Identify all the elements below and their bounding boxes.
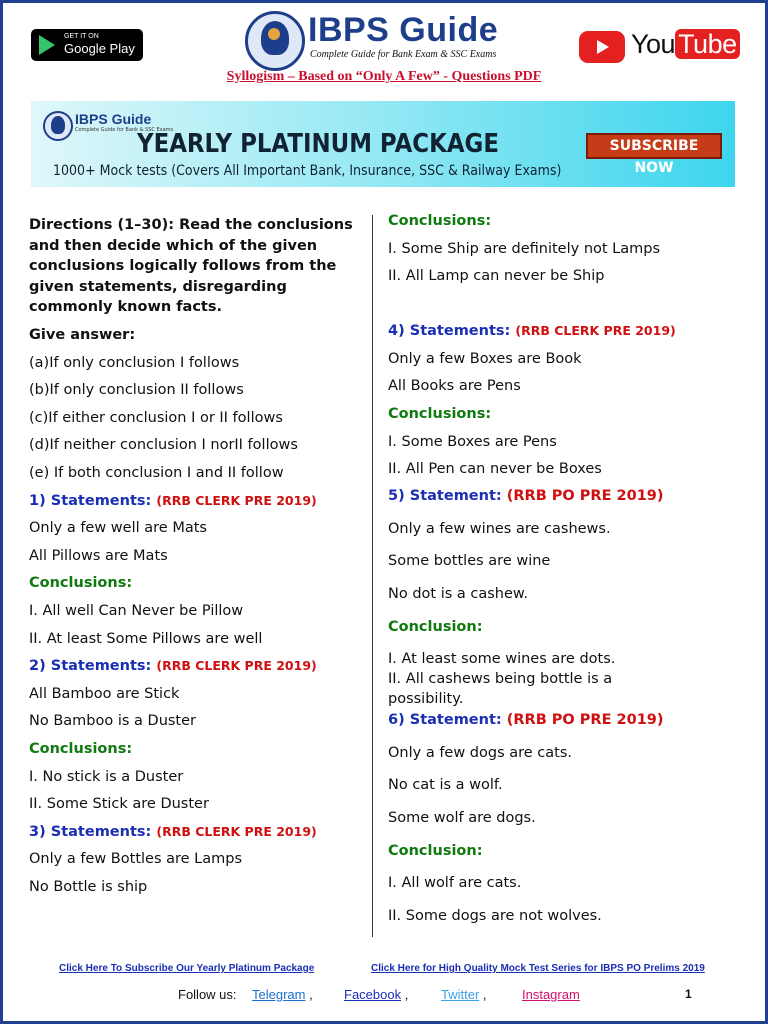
youtube-logo[interactable]	[631, 29, 740, 60]
conclusion-heading: Conclusion:	[388, 842, 483, 859]
question-4-heading: 4) Statements: (RRB CLERK PRE 2019)	[388, 323, 676, 340]
statement: All Pillows are Mats	[29, 547, 168, 564]
question-3-exam-tag: (RRB CLERK PRE 2019)	[156, 823, 317, 839]
statement: All Books are Pens	[388, 378, 521, 395]
conclusion: II. All Lamp can never be Ship	[388, 268, 605, 285]
banner-title: YEARLY PLATINUM PACKAGE	[137, 129, 499, 159]
mock-test-series-link[interactable]: Click Here for High Quality Mock Test Series for IBPS PO Prelims 2019	[371, 963, 705, 974]
conclusion-heading: Conclusion:	[388, 618, 483, 635]
subscribe-now-button[interactable]: SUBSCRIBE NOW	[586, 133, 722, 159]
answer-option: (d)If neither conclusion I norII follows	[29, 437, 298, 454]
question-1-exam-tag: (RRB CLERK PRE 2019)	[156, 492, 317, 508]
banner-subtitle: 1000+ Mock tests (Covers All Important Bank, Insurance, SSC & Railway Exams)	[53, 163, 562, 179]
conclusion-continued: possibility.	[388, 691, 464, 708]
youtube-you: You	[631, 29, 676, 59]
statement: No Bottle is ship	[29, 878, 148, 895]
statement: Only a few dogs are cats.	[388, 744, 573, 761]
conclusion: I. All wolf are cats.	[388, 875, 522, 892]
statement: No dot is a cashew.	[388, 585, 529, 602]
question-1-heading: 1) Statements: (RRB CLERK PRE 2019)	[29, 492, 317, 509]
conclusion: I. All well Can Never be Pillow	[29, 603, 244, 620]
statement: Only a few wines are cashews.	[388, 520, 611, 537]
right-column	[388, 211, 738, 926]
document-title[interactable]: Syllogism – Based on “Only A Few” - Questions PDF	[226, 69, 542, 84]
brand-name: IBPS Guide	[308, 11, 499, 49]
conclusion: I. At least some wines are dots.	[388, 651, 616, 668]
question-4-exam-tag: (RRB CLERK PRE 2019)	[515, 323, 676, 339]
google-play-text: Google Play	[64, 41, 135, 56]
telegram-link-wrap[interactable]: Telegram ,	[252, 987, 313, 1002]
google-play-icon	[39, 35, 55, 55]
telegram-link[interactable]: Telegram	[252, 987, 306, 1002]
question-5-exam-tag: (RRB PO PRE 2019)	[506, 488, 664, 505]
twitter-link[interactable]: Twitter	[441, 987, 480, 1002]
statement: Only a few well are Mats	[29, 520, 207, 537]
follow-us-label: Follow us:	[178, 987, 237, 1002]
instagram-link[interactable]: Instagram	[522, 987, 580, 1002]
give-answer-heading: Give answer:	[29, 327, 136, 344]
page-number: 1	[685, 987, 692, 1001]
google-play-badge[interactable]	[31, 29, 143, 61]
question-6-exam-tag: (RRB PO PRE 2019)	[506, 712, 664, 729]
question-2-heading: 2) Statements: (RRB CLERK PRE 2019)	[29, 658, 317, 675]
youtube-tube: Tube	[675, 29, 740, 59]
banner-tagline: Complete Guide for Bank & SSC Exams	[75, 127, 174, 133]
instagram-link-wrap[interactable]	[522, 987, 580, 1002]
subscribe-package-link[interactable]: Click Here To Subscribe Our Yearly Platinum Package	[59, 963, 315, 974]
question-3-heading: 3) Statements: (RRB CLERK PRE 2019)	[29, 823, 317, 840]
facebook-link-wrap[interactable]: Facebook ,	[344, 987, 409, 1002]
youtube-icon[interactable]	[579, 31, 625, 63]
answer-option: (e) If both conclusion I and II follow	[29, 465, 284, 482]
question-6-heading: 6) Statement: (RRB PO PRE 2019)	[388, 712, 664, 729]
answer-option: (a)If only conclusion I follows	[29, 354, 240, 371]
conclusion: II. Some Stick are Duster	[29, 796, 209, 813]
conclusions-heading: Conclusions:	[29, 741, 133, 757]
statement: No cat is a wolf.	[388, 777, 503, 794]
statement: Only a few Bottles are Lamps	[29, 851, 243, 868]
conclusion: II. At least Some Pillows are well	[29, 630, 263, 647]
page-header	[3, 3, 765, 95]
conclusion: II. All Pen can never be Boxes	[388, 461, 602, 478]
answer-option: (b)If only conclusion II follows	[29, 382, 244, 399]
statement: All Bamboo are Stick	[29, 685, 180, 702]
left-column	[29, 211, 359, 897]
question-5-heading: 5) Statement: (RRB PO PRE 2019)	[388, 488, 664, 505]
banner-brand: IBPS Guide	[75, 111, 152, 127]
conclusions-heading: Conclusions:	[388, 213, 492, 229]
conclusion: I. Some Boxes are Pens	[388, 433, 557, 450]
conclusion: I. Some Ship are definitely not Lamps	[388, 240, 661, 257]
answer-option: (c)If either conclusion I or II follows	[29, 409, 283, 426]
facebook-link[interactable]: Facebook	[344, 987, 402, 1002]
google-play-small-text: GET IT ON	[64, 33, 99, 40]
banner-logo-icon	[43, 111, 73, 141]
twitter-link-wrap[interactable]: Twitter ,	[441, 987, 487, 1002]
conclusion: II. All cashews being bottle is a	[388, 671, 613, 688]
brand-tagline: Complete Guide for Bank Exam & SSC Exams	[310, 49, 497, 60]
conclusion: II. Some dogs are not wolves.	[388, 907, 602, 924]
question-2-exam-tag: (RRB CLERK PRE 2019)	[156, 658, 317, 674]
platinum-package-banner[interactable]	[31, 101, 735, 187]
statement: Some wolf are dogs.	[388, 809, 536, 826]
conclusion: I. No stick is a Duster	[29, 768, 184, 785]
column-divider	[372, 215, 373, 937]
statement: Some bottles are wine	[388, 553, 551, 570]
directions-text: Directions (1–30): Read the conclusions and then decide which of the given conclusions logically follows from the given statements, disregarding commonly known facts.	[29, 217, 353, 315]
statement: Only a few Boxes are Book	[388, 350, 582, 367]
ibps-logo-icon	[245, 11, 305, 71]
conclusions-heading: Conclusions:	[29, 575, 133, 592]
conclusions-heading: Conclusions:	[388, 405, 492, 422]
statement: No Bamboo is a Duster	[29, 713, 197, 730]
